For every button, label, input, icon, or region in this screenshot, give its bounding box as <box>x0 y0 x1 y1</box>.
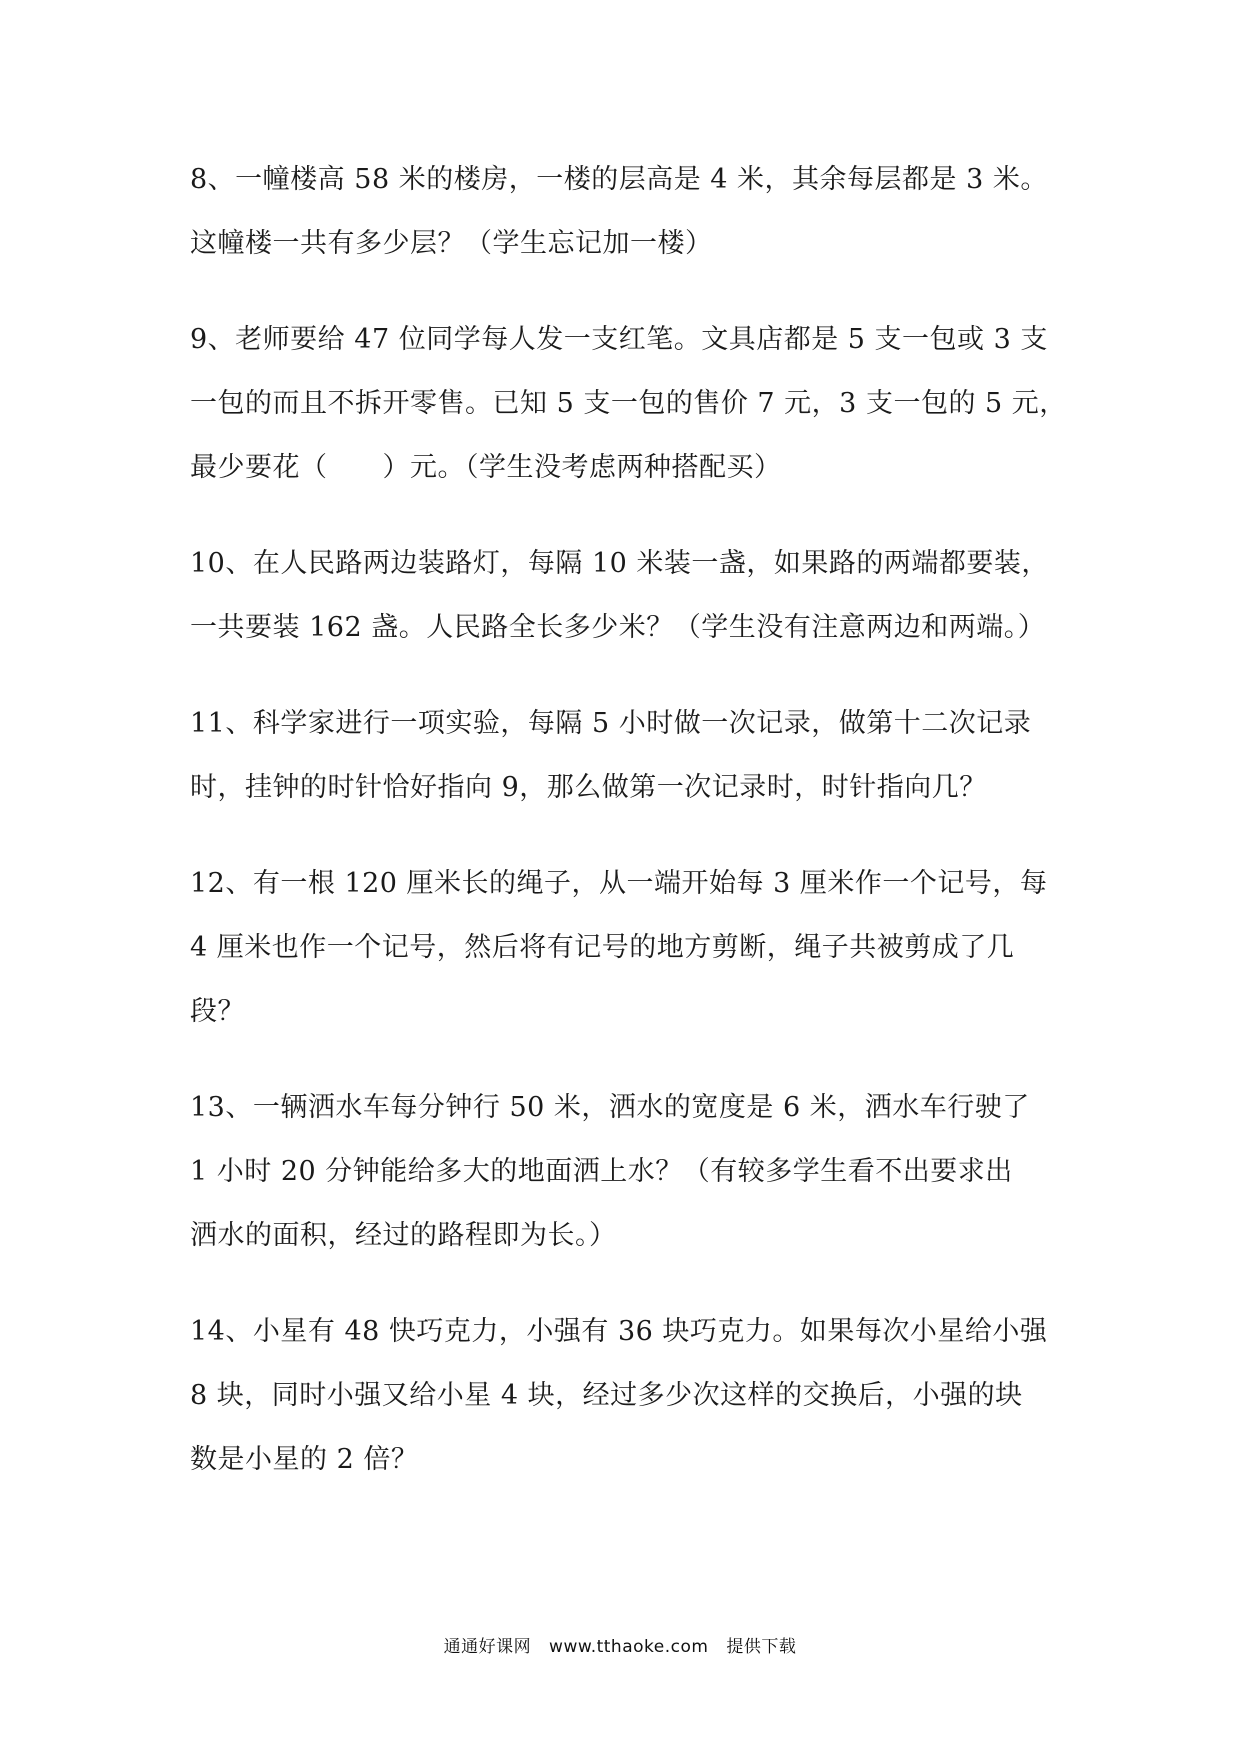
question-line: 这幢楼一共有多少层？（学生忘记加一楼） <box>190 228 713 259</box>
question-line: 洒水的面积，经过的路程即为长。） <box>190 1220 617 1251</box>
question-12 <box>190 852 1070 1044</box>
question-line: 8 块，同时小强又给小星 4 块，经过多少次这样的交换后，小强的块 <box>190 1380 1023 1411</box>
question-8 <box>190 148 1070 276</box>
footer-site-name: 通通好课网 <box>443 1637 532 1657</box>
question-line: 4 厘米也作一个记号，然后将有记号的地方剪断，绳子共被剪成了几 <box>190 932 1015 963</box>
question-line: 14、小星有 48 快巧克力，小强有 36 块巧克力。如果每次小星给小强 <box>190 1316 1048 1347</box>
question-line: 时，挂钟的时针恰好指向 9，那么做第一次记录时，时针指向几？ <box>190 772 987 803</box>
question-11 <box>190 692 1070 820</box>
question-line: 9、老师要给 47 位同学每人发一支红笔。文具店都是 5 支一包或 3 支 <box>190 324 1048 355</box>
question-14 <box>190 1300 1070 1492</box>
question-line: 段？ <box>190 996 245 1027</box>
question-line: 10、在人民路两边装路灯，每隔 10 米装一盏，如果路的两端都要装， <box>190 548 1049 579</box>
footer-url-link[interactable]: www.tthaoke.com <box>549 1637 709 1657</box>
question-10 <box>190 532 1070 660</box>
question-13 <box>190 1076 1070 1268</box>
question-line: 一共要装 162 盏。人民路全长多少米？（学生没有注意两边和两端。） <box>190 612 1046 643</box>
question-line: 1 小时 20 分钟能给多大的地面洒上水？（有较多学生看不出要求出 <box>190 1156 1013 1187</box>
question-line: 最少要花（ ）元。（学生没考虑两种搭配买） <box>190 452 782 483</box>
question-line: 11、科学家进行一项实验，每隔 5 小时做一次记录，做第十二次记录 <box>190 708 1032 739</box>
question-line: 一包的而且不拆开零售。已知 5 支一包的售价 7 元，3 支一包的 5 元， <box>190 388 1067 419</box>
footer-note: 提供下载 <box>726 1637 797 1657</box>
question-line: 数是小星的 2 倍？ <box>190 1444 419 1475</box>
page-footer <box>0 1632 1240 1657</box>
question-line: 8、一幢楼高 58 米的楼房，一楼的层高是 4 米，其余每层都是 3 米。 <box>190 164 1048 195</box>
question-list <box>190 148 1070 1524</box>
question-line: 12、有一根 120 厘米长的绳子，从一端开始每 3 厘米作一个记号，每 <box>190 868 1048 899</box>
question-line: 13、一辆洒水车每分钟行 50 米，洒水的宽度是 6 米，洒水车行驶了 <box>190 1092 1030 1123</box>
question-9 <box>190 308 1070 500</box>
